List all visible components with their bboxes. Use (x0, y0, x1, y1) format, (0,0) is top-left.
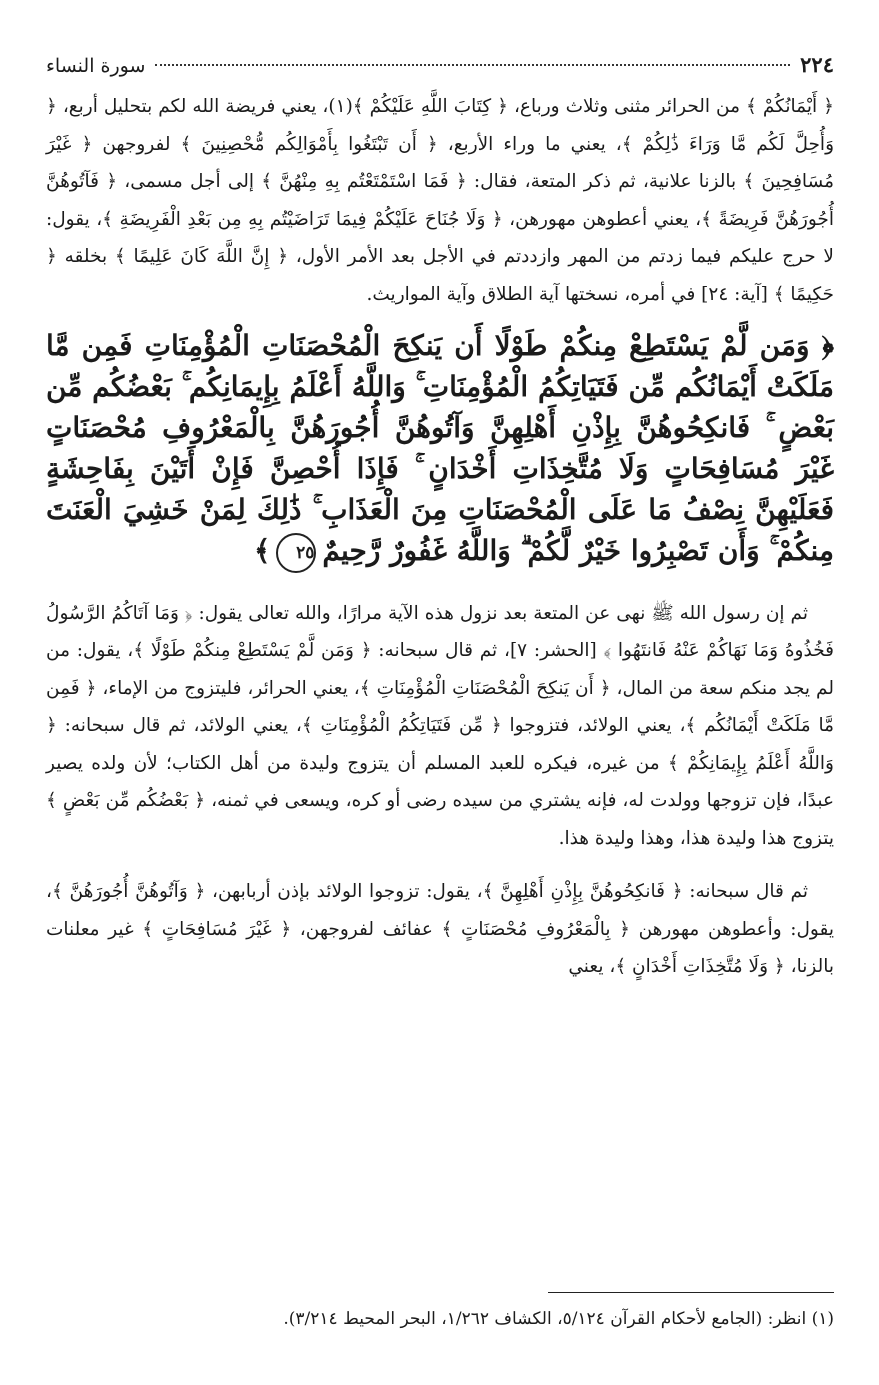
header-dotted-leader (155, 64, 790, 66)
footnote: (١) انظر: (الجامع لأحكام القرآن ٥/١٢٤، الكشاف ١/٢٦٢، البحر المحيط ٣/٢١٤). (283, 1309, 834, 1329)
quran-verse-block (46, 325, 834, 573)
commentary-paragraph-1: ﴿ أَيْمَانُكُمْ ﴾ من الحرائر مثنى وثلاث ورباع، ﴿ كِتَابَ اللَّهِ عَلَيْكُمْ ﴾(١)، يعني فريضة الله لكم بتحليل أربع، ﴿ وَأُحِلَّ لَكُم مَّا وَرَاءَ ذَٰلِكُمْ ﴾، يعني ما وراء الأربع، ﴿ أَن تَبْتَغُوا بِأَمْوَالِكُم مُّحْصِنِينَ ﴾ لفروجهن ﴿ غَيْرَ مُسَافِحِينَ ﴾ بالزنا علانية، ثم ذكر المتعة، فقال: ﴿ فَمَا اسْتَمْتَعْتُم بِهِ مِنْهُنَّ ﴾ إلى أجل مسمى، ﴿ فَآتُوهُنَّ أُجُورَهُنَّ فَرِيضَةً ﴾، يعني أعطوهن مهورهن، ﴿ وَلَا جُنَاحَ عَلَيْكُمْ فِيمَا تَرَاضَيْتُم بِهِ مِن بَعْدِ الْفَرِيضَةِ ﴾، يقول: لا حرج عليكم فيما زدتم من المهر وازددتم في الأجل بعد الأمر الأول، ﴿ إِنَّ اللَّهَ كَانَ عَلِيمًا ﴾ بخلقه ﴿ حَكِيمًا ﴾ [آية: ٢٤] في أمره، نسختها آية الطلاق وآية المواريث. (46, 96, 834, 305)
surah-name: سورة النساء (46, 55, 146, 77)
quran-verse-text: ﴿ وَمَن لَّمْ يَسْتَطِعْ مِنكُمْ طَوْلًا أَن يَنكِحَ الْمُحْصَنَاتِ الْمُؤْمِنَاتِ فَمِن مَّا مَلَكَتْ أَيْمَانُكُم مِّن فَتَيَاتِكُمُ الْمُؤْمِنَاتِ ۚ وَاللَّهُ أَعْلَمُ بِإِيمَانِكُم ۚ بَعْضُكُم مِّن بَعْضٍ ۚ فَانكِحُوهُنَّ بِإِذْنِ أَهْلِهِنَّ وَآتُوهُنَّ أُجُورَهُنَّ بِالْمَعْرُوفِ مُحْصَنَاتٍ غَيْرَ مُسَافِحَاتٍ وَلَا مُتَّخِذَاتِ أَخْدَانٍ ۚ فَإِذَا أُحْصِنَّ فَإِنْ أَتَيْنَ بِفَاحِشَةٍ فَعَلَيْهِنَّ نِصْفُ مَا عَلَى الْمُحْصَنَاتِ مِنَ الْعَذَابِ ۚ ذَٰلِكَ لِمَنْ خَشِيَ الْعَنَتَ مِنكُمْ ۚ وَأَن تَصْبِرُوا خَيْرٌ لَّكُمْ ۗ وَاللَّهُ غَفُورٌ رَّحِيمٌ (46, 329, 834, 567)
footnote-divider (548, 1292, 834, 1293)
commentary-paragraph-3: ثم قال سبحانه: ﴿ فَانكِحُوهُنَّ بِإِذْنِ أَهْلِهِنَّ ﴾، يقول: تزوجوا الولائد بإذن أربابهن، ﴿ وَآتُوهُنَّ أُجُورَهُنَّ ﴾، يقول: وأعطوهن مهورهن ﴿ بِالْمَعْرُوفِ مُحْصَنَاتٍ ﴾ عفائف لفروجهن، ﴿ غَيْرَ مُسَافِحَاتٍ ﴾ غير معلنات بالزنا، ﴿ وَلَا مُتَّخِذَاتِ أَخْدَانٍ ﴾، يعني (46, 881, 834, 977)
verse-closing-bracket: ﴾ (254, 534, 271, 567)
page-number: ٢٢٤ (800, 52, 834, 77)
commentary-paragraph-2: ثم إن رسول الله ﷺ نهى عن المتعة بعد نزول هذه الآية مرارًا، والله تعالى يقول: ﴿ وَمَا آتَاكُمُ الرَّسُولُ فَخُذُوهُ وَمَا نَهَاكُمْ عَنْهُ فَانتَهُوا ﴾ [الحشر: ٧]، ثم قال سبحانه: ﴿ وَمَن لَّمْ يَسْتَطِعْ مِنكُمْ طَوْلًا ﴾، يقول: من لم يجد منكم سعة من المال، ﴿ أَن يَنكِحَ الْمُحْصَنَاتِ الْمُؤْمِنَاتِ ﴾، يعني الحرائر، فليتزوج من الإماء، ﴿ فَمِن مَّا مَلَكَتْ أَيْمَانُكُم ﴾، يعني الولائد، فتزوجوا ﴿ مِّن فَتَيَاتِكُمُ الْمُؤْمِنَاتِ ﴾، يعني الولائد، ثم قال سبحانه: ﴿ وَاللَّهُ أَعْلَمُ بِإِيمَانِكُمْ ﴾ من غيره، فيكره للعبد المسلم أن يتزوج وليدة من أهل الكتاب؛ لأن ولده يصير عبدًا، فإن تزوجها وولدت له، فإنه يشتري من سيده رضى أو كره، ويسعى في ثمنه، ﴿ بَعْضُكُم مِّن بَعْضٍ ﴾ يتزوج هذا وليدة هذا، وهذا وليدة هذا. (46, 602, 834, 849)
page-header (46, 52, 834, 86)
book-page (46, 52, 834, 1352)
ayah-number-mark: ٢٥ (276, 533, 316, 573)
